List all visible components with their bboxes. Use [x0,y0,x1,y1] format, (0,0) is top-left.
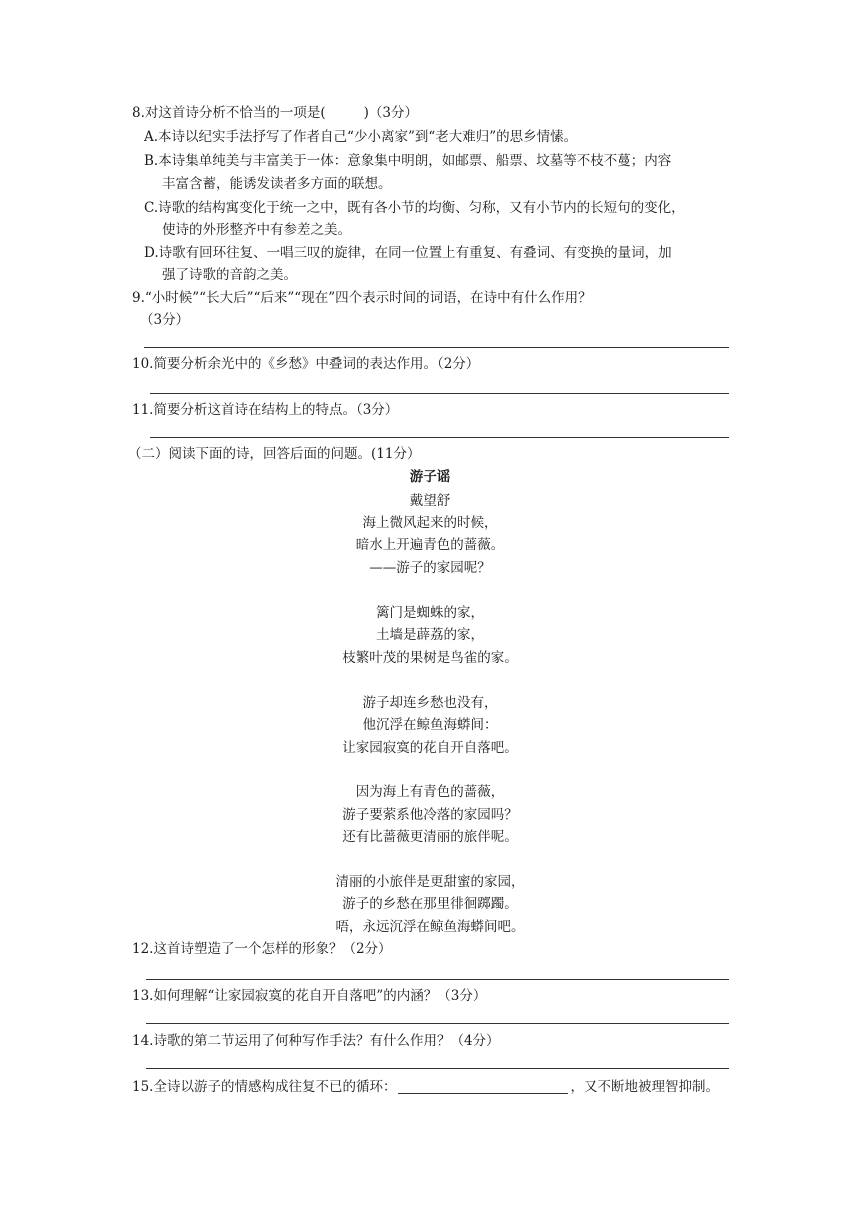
q11-stem: 11.简要分析这首诗在结构上的特点。（3分） [132,402,399,418]
q8-option-c-cont: 使诗的外形整齐中有参差之美。 [162,222,351,238]
q13-answer-line[interactable] [146,1023,729,1024]
poem-line: 让家园寂寞的花自开自落吧。 [342,740,518,756]
q8-option-b: B.本诗集单纯美与丰富美于一体：意象集中明朗，如邮票、船票、坟墓等不枝不蔓；内容 [144,153,672,169]
poem-line: 土墙是薜荔的家， [376,627,484,643]
q12-stem: 12.这首诗塑造了一个怎样的形象？（2分） [132,941,392,957]
poem-author: 戴望舒 [409,493,451,509]
q15-stem: 15.全诗以游子的情感构成往复不已的循环： ，又不断地被理智抑制。 [132,1079,719,1095]
q11-answer-line[interactable] [150,437,729,438]
q12-answer-line[interactable] [146,979,729,980]
poem-line: 游子的乡愁在那里徘徊踯躅。 [342,896,518,912]
q8-option-b-cont: 丰富含蓄，能诱发读者多方面的联想。 [162,176,392,192]
q8-option-a: A.本诗以纪实手法抒写了作者自己“少小离家”到“老大难归”的思乡情愫。 [144,129,578,145]
poem-line: ——游子的家园呢？ [369,560,491,576]
poem-line: 唔，永远沉浮在鲸鱼海蟒间吧。 [335,919,525,935]
poem-line: 篱门是蜘蛛的家， [376,605,484,621]
q14-stem: 14.诗歌的第二节运用了何种写作手法？有什么作用？（4分） [132,1033,500,1049]
poem-line: 游子却连乡愁也没有， [362,695,498,711]
poem-line: 清丽的小旅伴是更甜蜜的家园， [335,874,525,890]
q14-answer-line[interactable] [146,1068,729,1069]
q9-score: （3分） [140,312,190,328]
q8-stem: 8.对这首诗分析不恰当的一项是( )（3分） [132,105,419,121]
q13-stem: 13.如何理解“让家园寂寞的花自开自落吧”的内涵？（3分） [132,988,487,1004]
q10-answer-line[interactable] [150,393,729,394]
q8-option-d: D.诗歌有回环往复、一唱三叹的旋律，在同一位置上有重复、有叠词、有变换的量词，加 [144,245,672,261]
poem-line: 还有比蔷薇更清丽的旅伴呢。 [342,829,518,845]
poem-line: 他沉浮在鲸鱼海蟒间： [362,717,498,733]
q10-stem: 10.简要分析余光中的《乡愁》中叠词的表达作用。（2分） [132,356,480,372]
poem-line: 枝繁叶茂的果树是鸟雀的家。 [342,650,518,666]
q15-fill-blank[interactable] [398,1077,568,1094]
q8-option-d-cont: 强了诗歌的音韵之美。 [162,267,297,283]
poem-title: 游子谣 [409,469,451,485]
poem-line: 游子要萦系他冷落的家园吗？ [342,807,518,823]
section2-heading: （二）阅读下面的诗，回答后面的问题。(11分） [128,446,421,462]
poem-line: 因为海上有青色的蔷薇， [355,784,505,800]
q9-answer-line[interactable] [144,347,729,348]
q8-option-c: C.诗歌的结构寓变化于统一之中，既有各小节的均衡、匀称，又有小节内的长短句的变化， [144,200,685,216]
poem-line: 海上微风起来的时候， [362,515,498,531]
q9-stem: 9.“小时候”“长大后”“后来”“现在”四个表示时间的词语，在诗中有什么作用？ [132,290,592,306]
poem-line: 暗水上开遍青色的蔷薇。 [355,537,505,553]
